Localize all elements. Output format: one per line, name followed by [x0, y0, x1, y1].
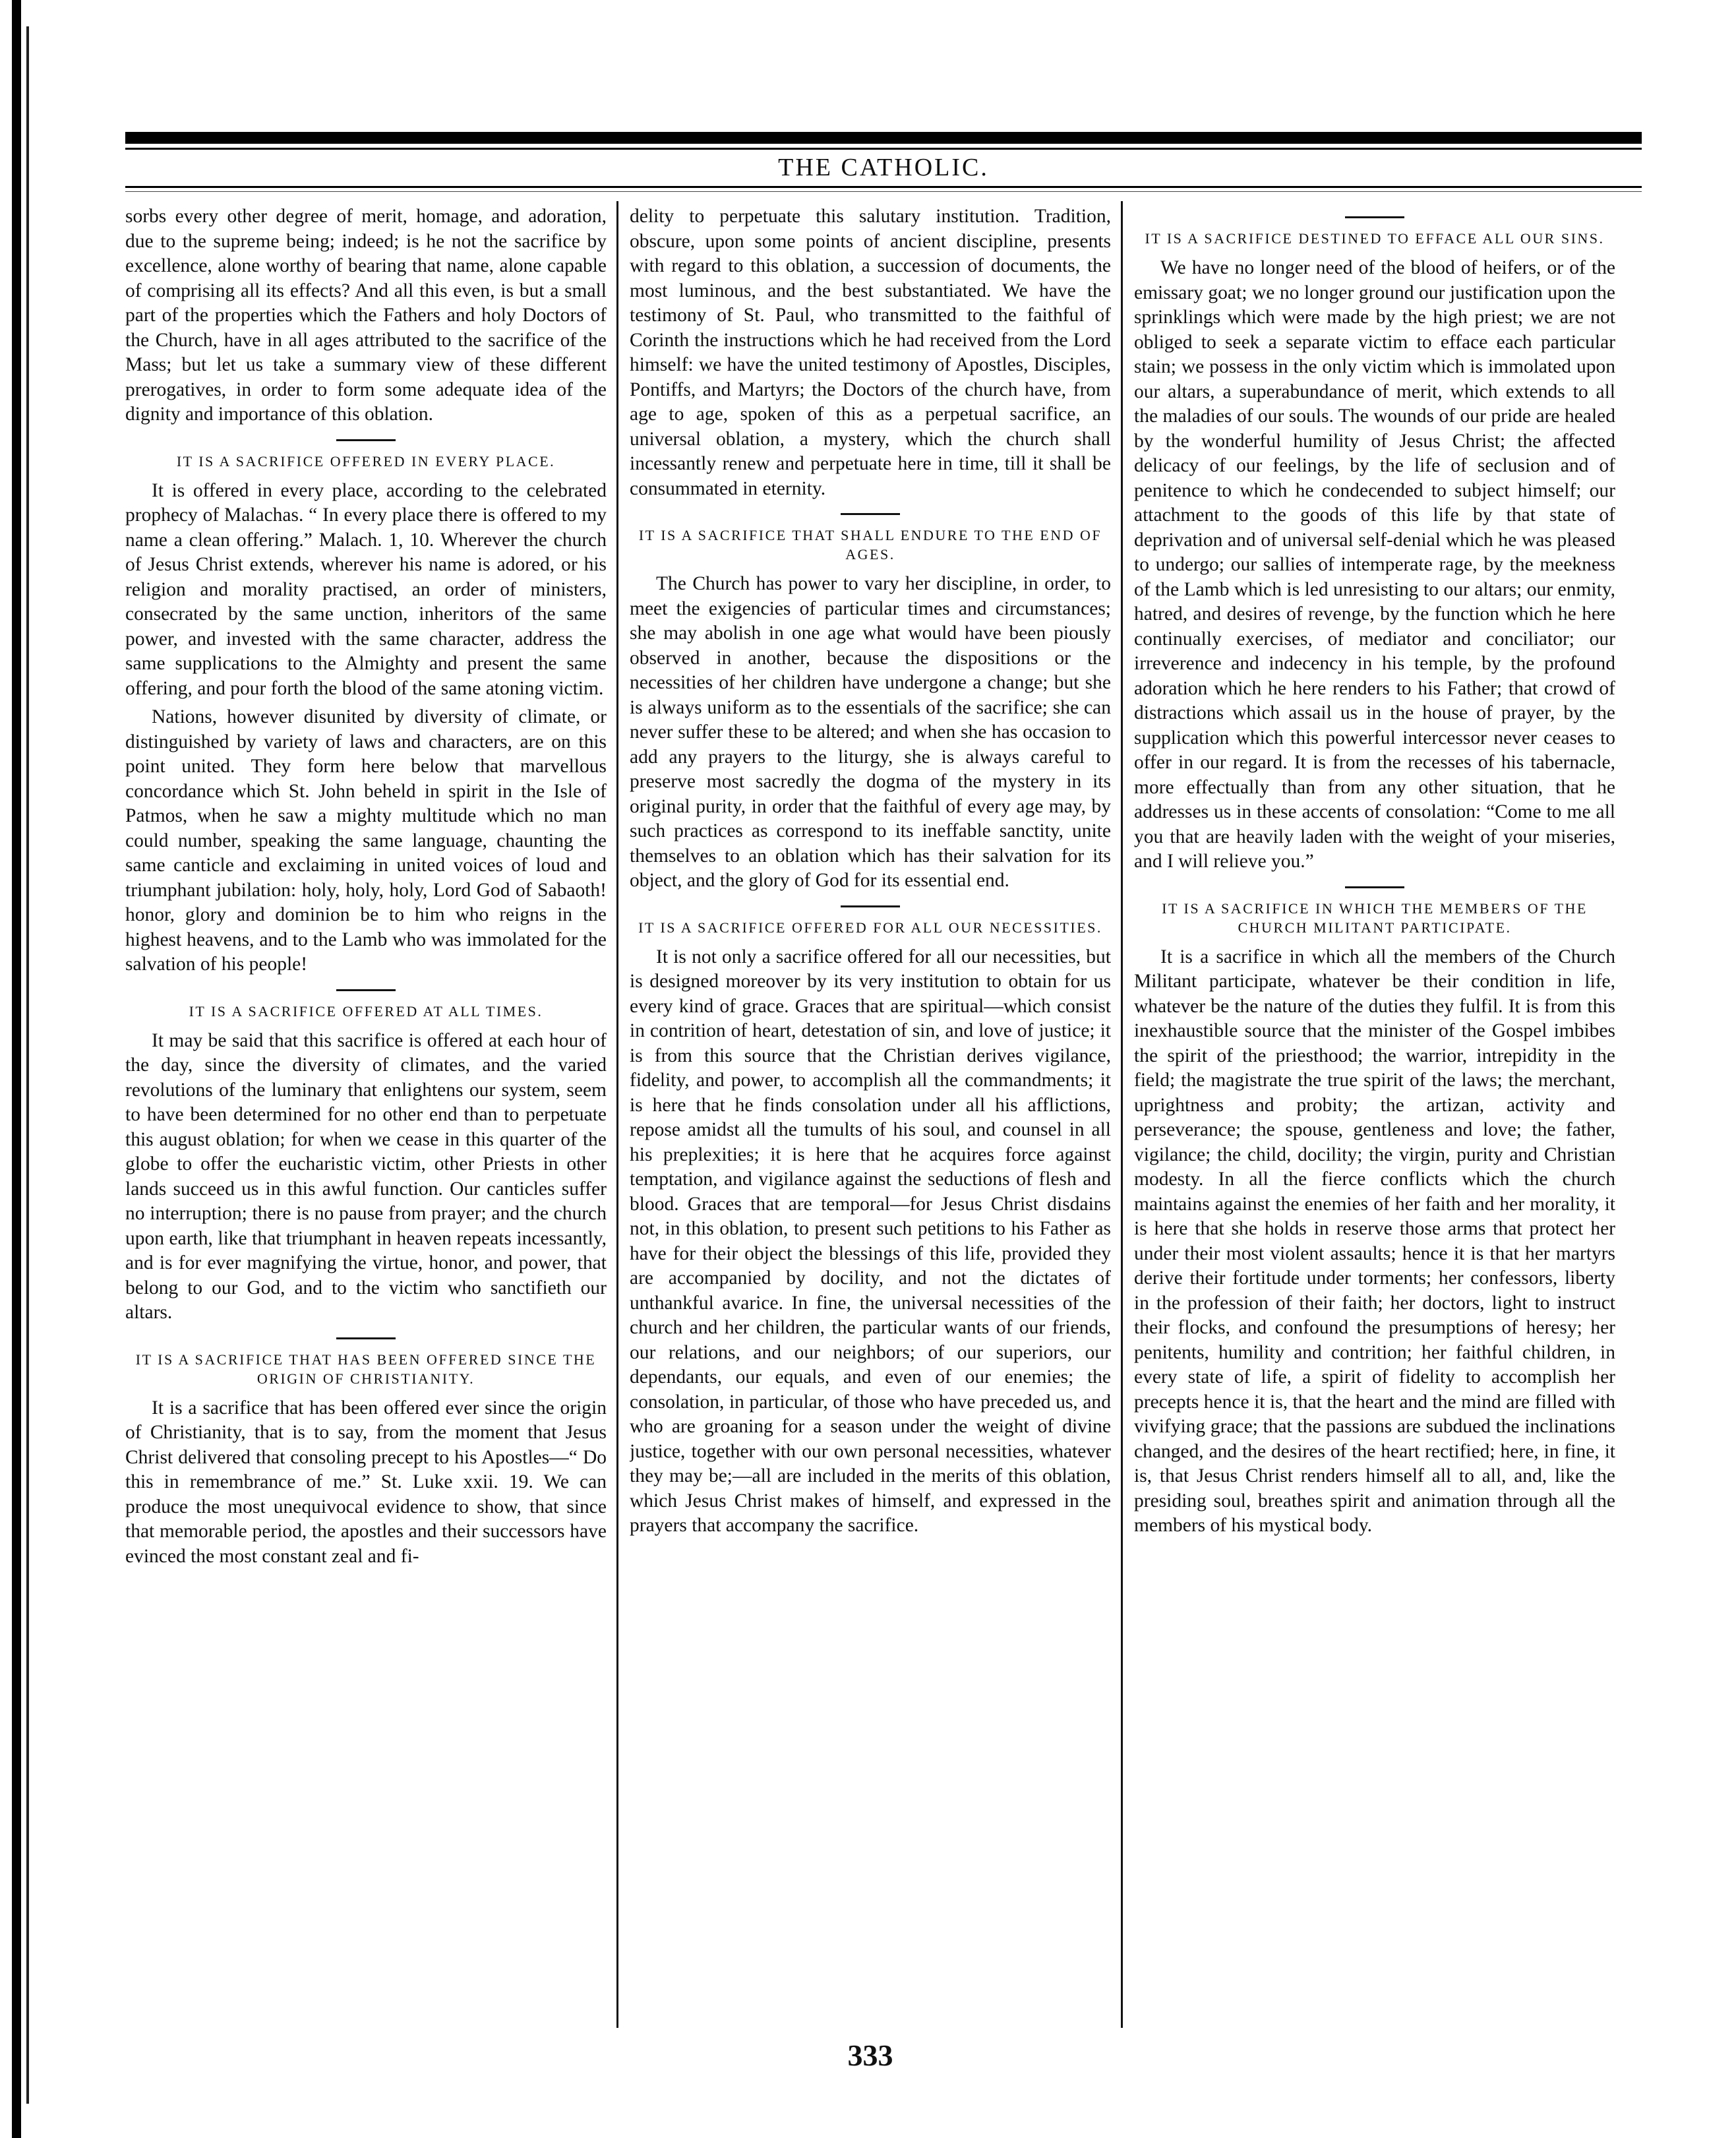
section-heading: IT IS A SACRIFICE DESTINED TO EFFACE ALL OUR SINS. [1145, 230, 1605, 247]
section-heading: IT IS A SACRIFICE THAT HAS BEEN OFFERED SINCE THE ORIGIN OF CHRISTIANITY. [135, 1351, 597, 1387]
paragraph: sorbs every other degree of merit, homage, and adoration, due to the supreme being; indeed; is he not the sacrifice by excellence, alone worthy of bearing that name, alone capable of comprising all its effects? And all this even, is but a small part of the properties which the Fathers and holy Doctors of the Church, have in all ages attributed to the sacrifice of the Mass; but let us take a summary view of these different prerogatives, in order to form some adequate idea of the dignity and importance of this oblation. [125, 206, 607, 425]
header-thin-rule [125, 148, 1642, 150]
section-separator [1345, 886, 1404, 888]
section-separator [1345, 216, 1404, 218]
paragraph: It is a sacrifice in which all the members of the Church Militant participate, whatever be their condition in life, whatever be the nature of the duties they fulfil. It is from this inexhaustible source that the minister of the Gospel imbibes the spirit of the priesthood; the warrior, intrepidity in the field; the magistrate the true spirit of the laws; the merchant, uprightness and probity; the artizan, activity and perseverance; the spouse, gentleness and love; the father, vigilance; the child, docility; the virgin, purity and Christian modesty. In all the fierce conflicts which the church maintains against the enemies of her faith and her morality, it is here that she holds in reserve those arms that protect her under their most violent assaults; hence it is that her martyrs derive their fortitude under torments; her confessors, liberty in the profession of their faith; her doctors, light to instruct their flocks, and confound the presumptions of heresy; her penitents, humility and contrition; her faithful children, in every state of life, a spirit of fidelity to accomplish her precepts hence it is, that the heart and the mind are filled with vivifying grace; that the passions are subdued the inclinations changed, and the desires of the heart rectified; here, in fine, it is, that Jesus Christ renders himself all to all, and, like the presiding soul, breathes spirit and animation through all the members of his mystical body. [1134, 946, 1615, 1536]
page-binding-edge [12, 0, 21, 2138]
header-thick-rule [125, 132, 1642, 144]
paragraph: It may be said that this sacrifice is offered at each hour of the day, since the diversity of climates, and the varied revolutions of the luminary that enlightens our system, seem to have been determined for no other end than to perpetuate this august oblation; for when we cease in this quarter of the globe to offer the eucharistic victim, other Priests in other lands succeed us in this awful function. Our canticles suffer no interruption; there is no pause from prayer; and the church upon earth, like that triumphant in heaven repeats incessantly, and is for ever magnifying the virtue, honor, and power, that belong to our God, and to the victim who sanctifieth our altars. [125, 1029, 607, 1323]
page-number: 333 [847, 2038, 893, 2072]
column-1 [125, 204, 607, 2018]
section-heading: IT IS A SACRIFICE OFFERED AT ALL TIMES. [189, 1002, 543, 1020]
section-separator [841, 513, 900, 515]
paragraph: delity to perpetuate this salutary institution. Tradition, obscure, upon some points of ancient discipline, presents with regard to this oblation, a succession of documents, the most luminous, and the best substantiated. We have the testimony of St. Paul, who transmitted to the faithful of Corinth the instructions which he had received from the Lord himself: we have the united testimony of Apostles, Disciples, Pontiffs, and Martyrs; the Doctors of the church have, from age to age, spoken of this as a perpetual sacrifice, an universal oblation, a mystery, which the church shall incessantly renew and perpetuate here in time, till it shall be consummated in eternity. [630, 206, 1111, 499]
page-binding-shadow [26, 26, 29, 2104]
paragraph: It is a sacrifice that has been offered ever since the origin of Christianity, that is to say, from the moment that Jesus Christ delivered that consoling precept to his Apostles—“ Do this in remembrance of me.” St. Luke xxii. 19. We can produce the most unequivocal evidence to show, that since that memorable period, the apostles and their successors have evinced the most constant zeal and fi- [125, 1397, 607, 1567]
paragraph: We have no longer need of the blood of heifers, or of the emissary goat; we no longer ground our justification upon the sprinklings which were made by the high priest; we are not obliged to seek a separate victim to efface each particular stain; we possess in the only victim which is immolated upon our altars, a superabundance of merit, which extends to all the maladies of our souls. The wounds of our pride are healed by the wonderful humility of Jesus Christ; the affected delicacy of our feelings, by the life of seclusion and of penitence to which he condecended to subject himself; our attachment to the goods of this life by that state of deprivation and of universal self-denial which he was pleased to undergo; our sallies of intemperate rage, by the meekness of the Lamb which is led unresisting to our altars; our enmity, hatred, and desires of revenge, by the function which he here continually exercises, of mediator and conciliator; our irreverence and indecency in his temple, by the profound adoration which he here renders to his Father; that crowd of distractions which assail us in the house of prayer, by the supplication which this powerful intercessor never ceases to offer in our regard. It is from the recesses of his tabernacle, more effectually than from any other situation, that he addresses us in these accents of consolation: “Come to me all you that are heavily laden with the weight of your miseries, and I will relieve you.” [1134, 257, 1615, 872]
paragraph: Nations, however disunited by diversity of climate, or distinguished by variety of laws and characters, are on this point united. They form here below that marvellous concordance which St. John beheld in spirit in the Isle of Patmos, when he saw a mighty multitude which no man could number, speaking the same language, chaunting the same canticle and exclaiming in united voices of loud and triumphant jubilation: holy, holy, holy, Lord God of Sabaoth! honor, glory and dominion be to him who reigns in the highest heavens, and to the Lamb who was immolated for the salvation of his people! [125, 706, 607, 975]
paragraph: It is not only a sacrifice offered for all our necessities, but is designed moreover by its very institution to obtain for us every kind of grace. Graces that are spiritual—which consist in contrition of heart, detestation of sin, and love of justice; it is from this source that the Christian derives vigilance, fidelity, and power, to accomplish all the commandments; it is here that he finds consolation under all his afflictions, repose amidst all the tumults of his soul, and counsel in all his preplexities; it is here that he acquires force against temptation, and vigilance against the seductions of flesh and blood. Graces that are temporal—for Jesus Christ disdains not, in this oblation, to present such petitions to his Father as have for their object the blessings of this life, provided they are accompanied by docility, and not the dictates of unthankful avarice. In fine, the universal necessities of the church and her children, the particular wants of our friends, our relations, and our neighbors; of our superiors, our dependants, our equals, and even of our enemies; the consolation, in particular, of those who have preceded us, and who are groaning for a season under the weight of divine justice, together with our own personal necessities, whatever they may be;—all are included in the merits of this oblation, which Jesus Christ makes of himself, and expressed in the prayers that accompany the sacrifice. [630, 946, 1111, 1536]
section-heading: IT IS A SACRIFICE THAT SHALL ENDURE TO THE END OF AGES. [638, 527, 1102, 563]
paragraph: It is offered in every place, according to the celebrated prophecy of Malachas. “ In every place there is offered to my name a clean offering.” Malach. 1, 10. Wherever the church of Jesus Christ extends, wherever his name is adored, or his religion and morality practised, an order of ministers, consecrated by the same unction, inheritors of the same power, and invested with the same character, address the same supplications to the Almighty and present the same offering, and pour forth the blood of the same atoning victim. [125, 479, 607, 699]
column-2 [630, 204, 1111, 2018]
section-separator [841, 905, 900, 907]
paragraph: The Church has power to vary her discipline, in order, to meet the exigencies of particular times and circumstances; she may abolish in one age what would have been piously observed in another, because the dispositions or the necessities of her children have undergone a change; but she is always uniform as to the essentials of the sacrifice; she can never suffer these to be altered; and when she has occasion to add any prayers to the liturgy, she is always careful to preserve most sacredly the dogma of the mystery in its original purity, in order that the faithful of every age may, by such practices as correspond to its ineffable sanctity, unite themselves to an oblation which has their salvation for its object, and the glory of God for its essential end. [630, 573, 1111, 891]
section-separator [336, 439, 396, 441]
section-heading: IT IS A SACRIFICE OFFERED IN EVERY PLACE. [176, 452, 556, 470]
section-heading: IT IS A SACRIFICE OFFERED FOR ALL OUR NECESSITIES. [638, 919, 1102, 936]
column-divider-1 [616, 201, 618, 2028]
running-head: THE CATHOLIC. [778, 154, 989, 181]
section-heading: IT IS A SACRIFICE IN WHICH THE MEMBERS OF THE CHURCH MILITANT PARTICIPATE. [1162, 900, 1588, 936]
column-3 [1134, 204, 1615, 2018]
column-divider-2 [1121, 201, 1123, 2028]
header-bottom-rule-dashed [125, 191, 1642, 192]
section-separator [336, 989, 396, 991]
header-bottom-rule [125, 186, 1642, 188]
section-separator [336, 1337, 396, 1339]
